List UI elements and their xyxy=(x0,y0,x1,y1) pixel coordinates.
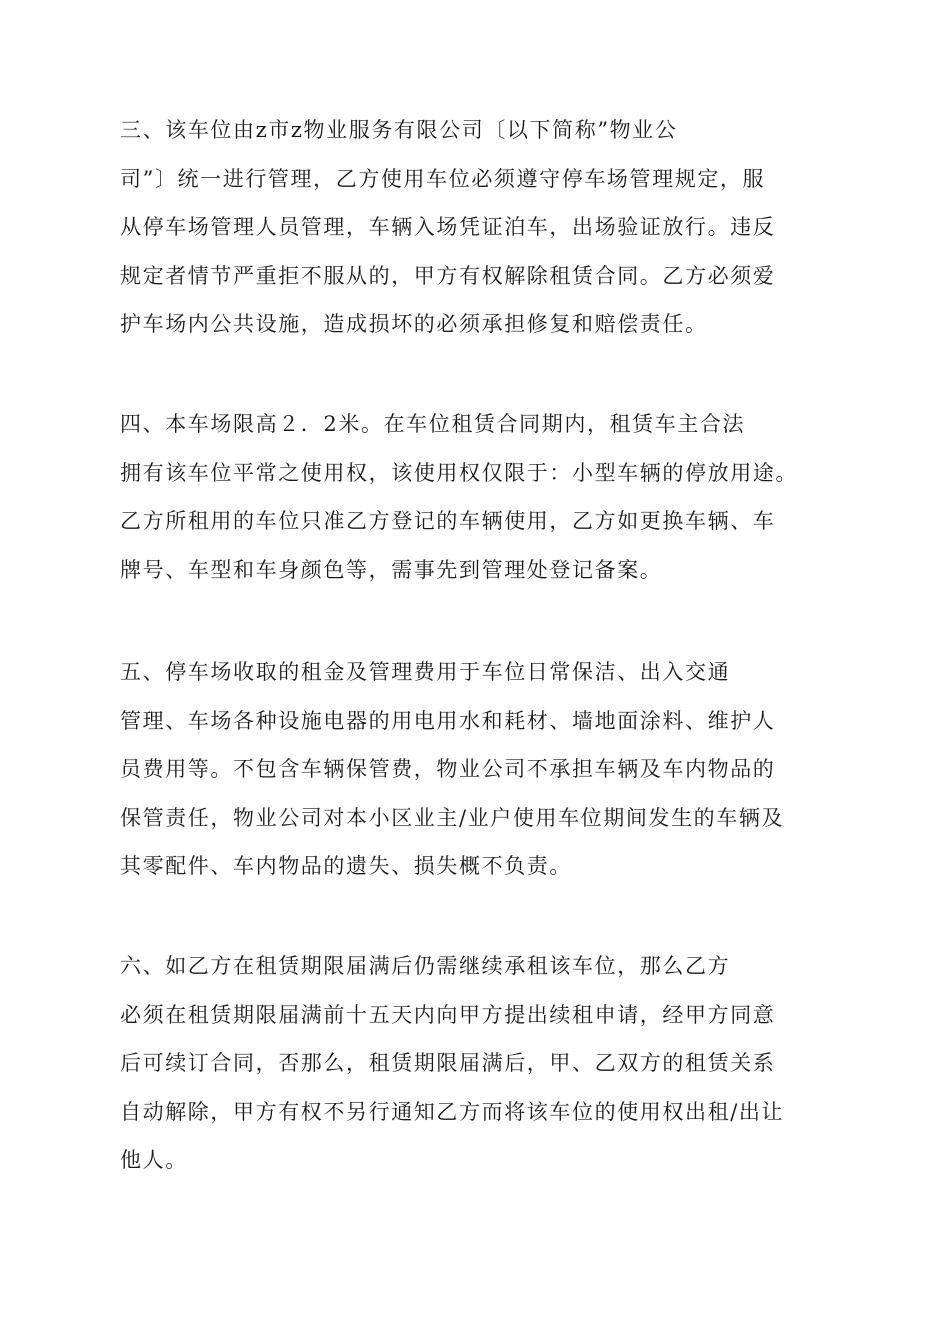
clause-five-paragraph xyxy=(120,648,840,891)
paragraph-line: 四、本车场限高２．2米。在车位租赁合同期内，租赁车主合法 xyxy=(120,412,746,436)
paragraph-line: 牌号、车型和车身颜色等，需事先到管理处登记备案。 xyxy=(120,557,663,582)
paragraph-line: 自动解除，甲方有权不另行通知乙方而将该车位的使用权出租/出让 xyxy=(120,1099,785,1124)
paragraph-line: 从停车场管理人员管理，车辆入场凭证泊车，出场验证放行。违反 xyxy=(120,215,776,239)
paragraph-line: 必须在租赁期限届满前十五天内向甲方提出续租申请，经甲方同意 xyxy=(120,1002,776,1027)
paragraph-line: 管理、车场各种设施电器的用电用水和耗材、墙地面涂料、维护人 xyxy=(120,708,776,733)
paragraph-line: 拥有该车位平常之使用权，该使用权仅限于：小型车辆的停放用途。 xyxy=(120,460,798,485)
paragraph-line: 员费用等。不包含车辆保管费，物业公司不承担车辆及车内物品的 xyxy=(120,757,776,781)
paragraph-line: 司”〕统一进行管理，乙方使用车位必须遵守停车场管理规定，服 xyxy=(120,166,766,191)
clause-six-paragraph xyxy=(120,942,840,1185)
paragraph-line: 保管责任，物业公司对本小区业主/业户使用车位期间发生的车辆及 xyxy=(120,805,785,830)
paragraph-line: 五、停车场收取的租金及管理费用于车位日常保洁、出入交通 xyxy=(120,660,731,684)
paragraph-line: 护车场内公共设施，造成损坏的必须承担修复和赔偿责任。 xyxy=(120,312,708,336)
paragraph-line: 六、如乙方在租赁期限届满后仍需继续承租该车位，那么乙方 xyxy=(120,954,731,978)
paragraph-line: 三、该车位由z市z物业服务有限公司〔以下简称”物业公 xyxy=(120,118,678,142)
paragraph-line: 其零配件、车内物品的遗失、损失概不负责。 xyxy=(120,854,572,878)
paragraph-line: 后可续订合同，否那么，租赁期限届满后，甲、乙双方的租赁关系 xyxy=(120,1051,776,1075)
paragraph-line: 乙方所租用的车位只准乙方登记的车辆使用，乙方如更换车辆、车 xyxy=(120,509,776,533)
clause-four-paragraph xyxy=(120,400,840,594)
paragraph-line: 他人。 xyxy=(120,1148,188,1172)
clause-three-paragraph xyxy=(120,106,840,349)
paragraph-line: 规定者情节严重拒不服从的，甲方有权解除租赁合同。乙方必须爱 xyxy=(120,263,776,288)
